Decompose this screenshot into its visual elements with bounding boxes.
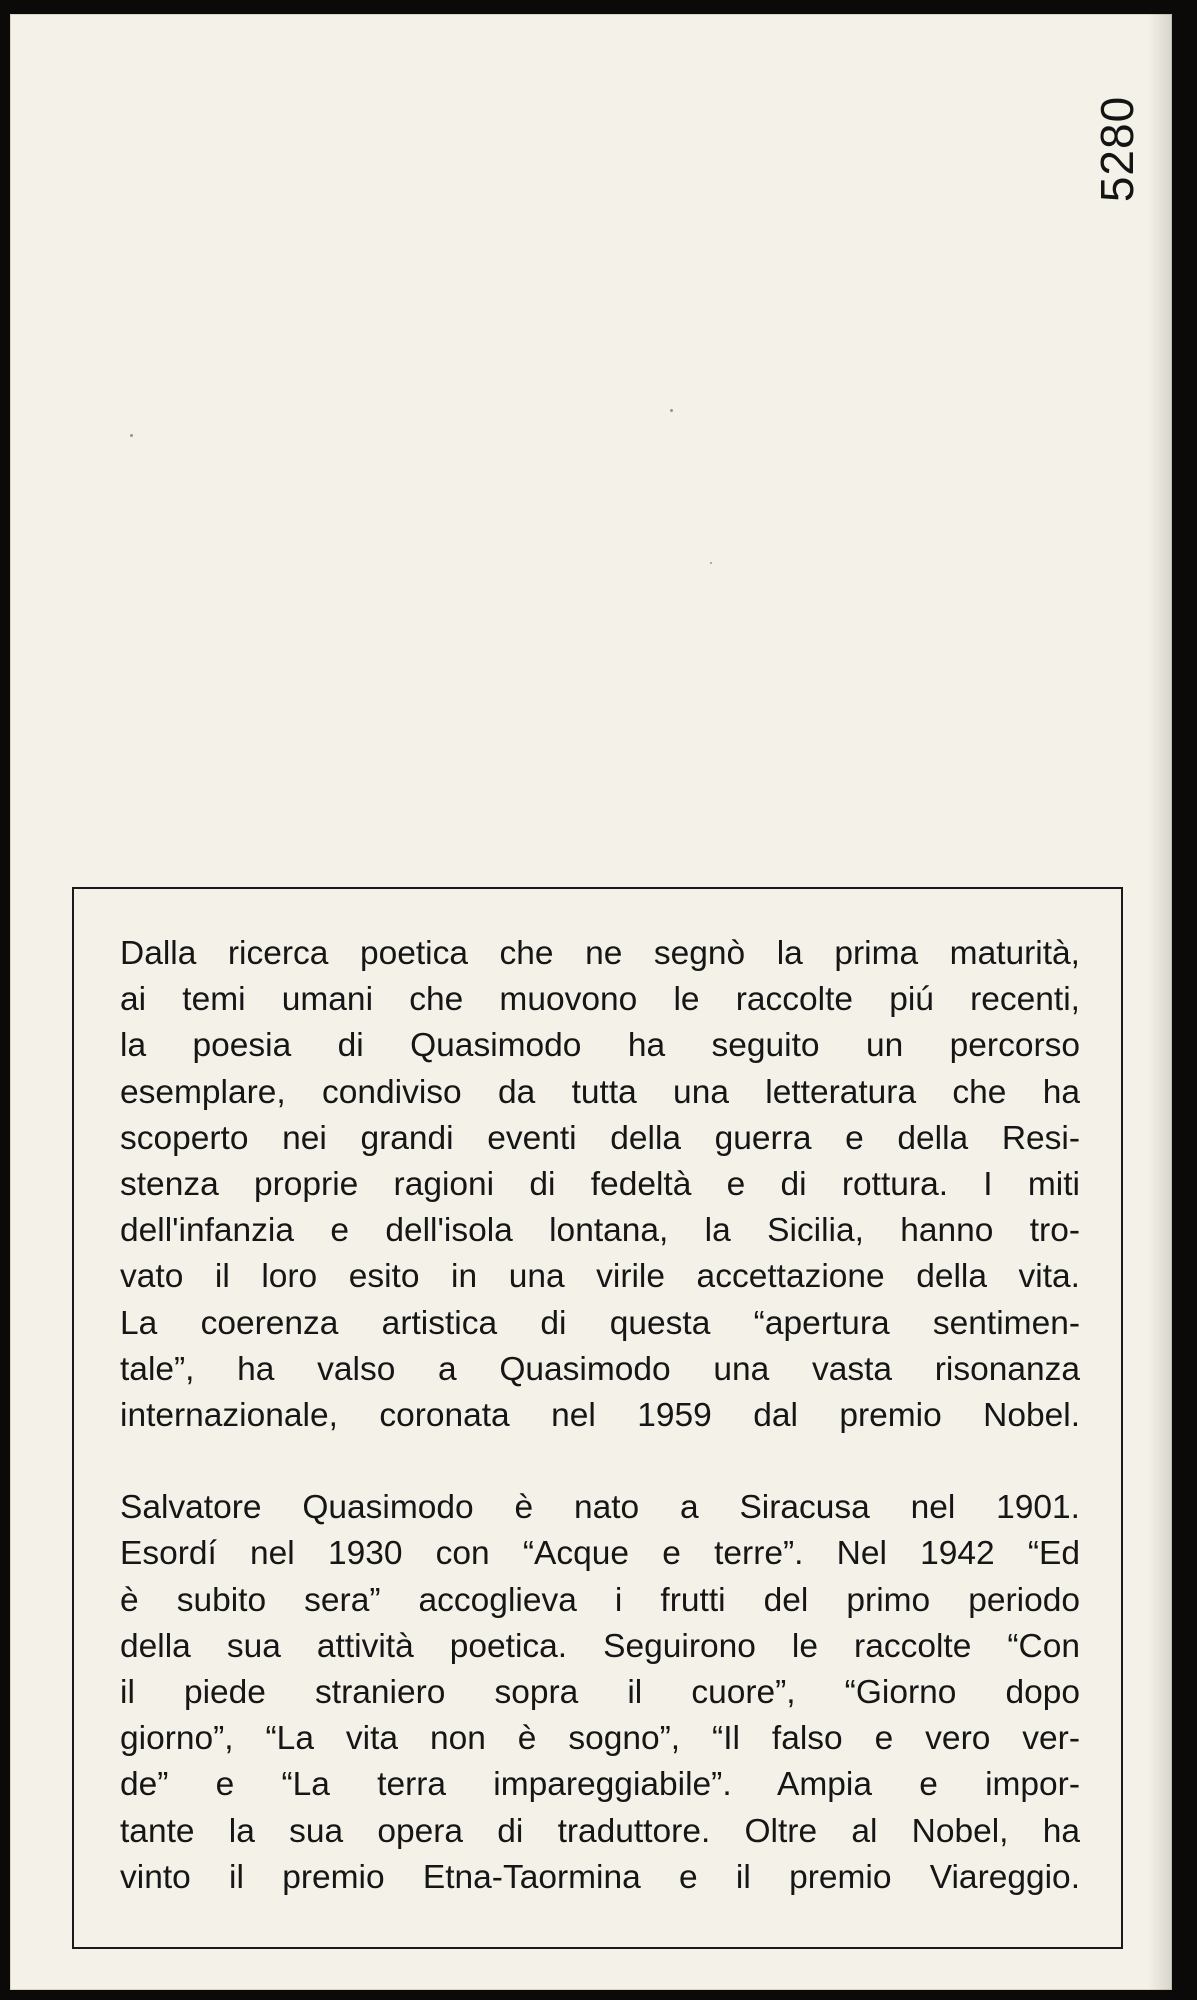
text-line: tante la sua opera di traduttore. Oltre al Nobel, ha [120, 1812, 1080, 1850]
blurb-box [72, 887, 1123, 1949]
text-line: stenza proprie ragioni di fedeltà e di rottura. I miti [120, 1166, 1080, 1204]
text-line: tale”, ha valso a Quasimodo una vasta risonanza [120, 1350, 1080, 1388]
text-line: giorno”, “La vita non è sogno”, “Il falso e vero ver- [120, 1720, 1080, 1758]
paper-speck [670, 409, 673, 412]
text-line: vato il loro esito in una virile accettazione della vita. [120, 1258, 1080, 1296]
text-line: La coerenza artistica di questa “apertura sentimen- [120, 1304, 1080, 1342]
text-line: scoperto nei grandi eventi della guerra e della Resi- [120, 1119, 1080, 1157]
text-line: il piede straniero sopra il cuore”, “Giorno dopo [120, 1674, 1080, 1712]
text-line: vinto il premio Etna-Taormina e il premio Viareggio. [120, 1858, 1080, 1896]
text-line: dell'infanzia e dell'isola lontana, la Sicilia, hanno tro- [120, 1212, 1080, 1250]
blurb-paragraph-critique [120, 931, 1080, 1439]
paper-speck [710, 562, 712, 564]
text-line: Salvatore Quasimodo è nato a Siracusa nel 1901. [120, 1489, 1080, 1527]
text-line: internazionale, coronata nel 1959 dal premio Nobel. [120, 1397, 1080, 1435]
book-back-cover [10, 14, 1172, 1990]
catalog-number-text: 5280 [1091, 95, 1143, 203]
cover-edge-shadow [1148, 14, 1172, 1990]
catalog-number [1072, 94, 1162, 204]
blurb-paragraph-biography [120, 1485, 1080, 1901]
text-line: è subito sera” accoglieva i frutti del primo periodo [120, 1581, 1080, 1619]
text-line: ai temi umani che muovono le raccolte piú recenti, [120, 981, 1080, 1019]
text-line: della sua attività poetica. Seguirono le raccolte “Con [120, 1627, 1080, 1665]
blurb-text [120, 931, 1080, 1901]
text-line: la poesia di Quasimodo ha seguito un percorso [120, 1027, 1080, 1065]
paragraph-gap [120, 1439, 1080, 1485]
text-line: esemplare, condiviso da tutta una letteratura che ha [120, 1073, 1080, 1111]
paper-speck [130, 434, 133, 437]
text-line: Dalla ricerca poetica che ne segnò la prima maturità, [120, 935, 1080, 972]
text-line: Esordí nel 1930 con “Acque e terre”. Nel 1942 “Ed [120, 1535, 1080, 1573]
text-line: de” e “La terra impareggiabile”. Ampia e impor- [120, 1766, 1080, 1804]
